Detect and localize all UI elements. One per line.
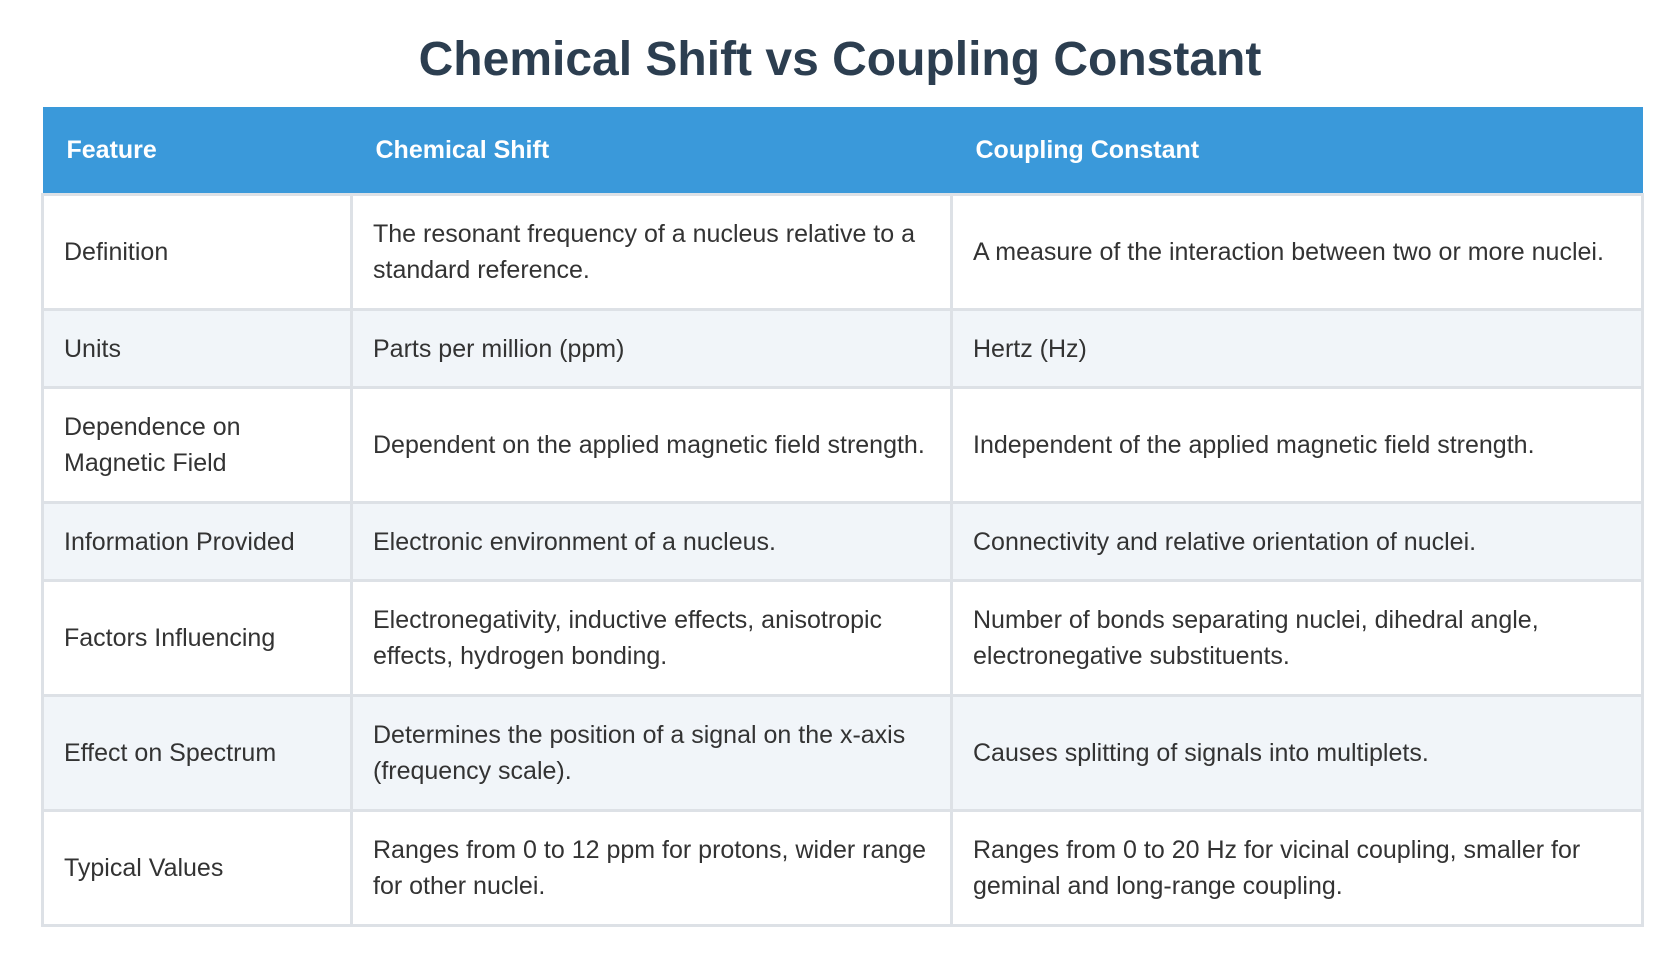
feature-cell: Units xyxy=(43,310,352,388)
chemical-shift-cell: Electronegativity, inductive effects, anisotropic effects, hydrogen bonding. xyxy=(352,581,952,696)
header-feature: Feature xyxy=(43,107,352,195)
chemical-shift-cell: Electronic environment of a nucleus. xyxy=(352,503,952,581)
chemical-shift-cell: Dependent on the applied magnetic field strength. xyxy=(352,388,952,503)
comparison-table xyxy=(41,107,1644,927)
coupling-constant-cell: Connectivity and relative orientation of nuclei. xyxy=(952,503,1643,581)
coupling-constant-cell: Hertz (Hz) xyxy=(952,310,1643,388)
table-row xyxy=(43,503,1643,581)
feature-cell: Information Provided xyxy=(43,503,352,581)
table-row xyxy=(43,195,1643,310)
table-row xyxy=(43,811,1643,926)
coupling-constant-cell: A measure of the interaction between two or more nuclei. xyxy=(952,195,1643,310)
table-header xyxy=(43,107,1643,195)
table-row xyxy=(43,581,1643,696)
header-row xyxy=(43,107,1643,195)
coupling-constant-cell: Ranges from 0 to 20 Hz for vicinal coupling, smaller for geminal and long-range coupling. xyxy=(952,811,1643,926)
feature-cell: Effect on Spectrum xyxy=(43,696,352,811)
chemical-shift-cell: Parts per million (ppm) xyxy=(352,310,952,388)
feature-cell: Factors Influencing xyxy=(43,581,352,696)
table-row xyxy=(43,388,1643,503)
table-row xyxy=(43,696,1643,811)
feature-cell: Definition xyxy=(43,195,352,310)
coupling-constant-cell: Causes splitting of signals into multiplets. xyxy=(952,696,1643,811)
header-coupling-constant: Coupling Constant xyxy=(952,107,1643,195)
table-body xyxy=(43,195,1643,926)
chemical-shift-cell: The resonant frequency of a nucleus relative to a standard reference. xyxy=(352,195,952,310)
header-chemical-shift: Chemical Shift xyxy=(352,107,952,195)
page-title: Chemical Shift vs Coupling Constant xyxy=(418,33,1262,86)
coupling-constant-cell: Independent of the applied magnetic field strength. xyxy=(952,388,1643,503)
chemical-shift-cell: Determines the position of a signal on the x-axis (frequency scale). xyxy=(352,696,952,811)
feature-cell: Typical Values xyxy=(43,811,352,926)
table-row xyxy=(43,310,1643,388)
coupling-constant-cell: Number of bonds separating nuclei, dihedral angle, electronegative substituents. xyxy=(952,581,1643,696)
chemical-shift-cell: Ranges from 0 to 12 ppm for protons, wider range for other nuclei. xyxy=(352,811,952,926)
comparison-table-container xyxy=(41,107,1641,927)
feature-cell: Dependence on Magnetic Field xyxy=(43,388,352,503)
